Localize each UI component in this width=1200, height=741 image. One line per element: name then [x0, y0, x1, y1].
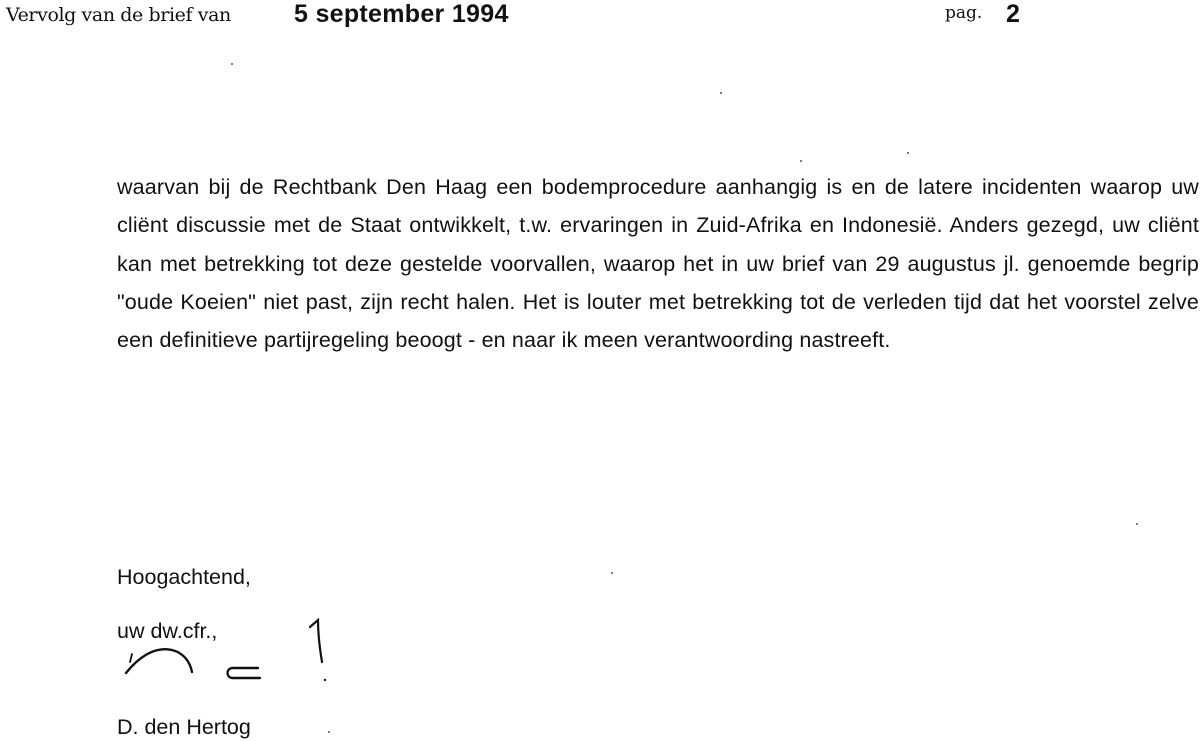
scan-speck: [1136, 523, 1138, 525]
scan-speck: [611, 572, 613, 574]
scan-speck: [720, 92, 722, 94]
closing-formula: uw dw.cfr.,: [117, 619, 218, 643]
page-number: 2: [1006, 0, 1020, 28]
page-label: pag.: [945, 3, 983, 23]
letter-body-paragraph: waarvan bij de Rechtbank Den Haag een bodemprocedure aanhangig is en de latere incidenten waarop uw cliënt discussie met de Staat ontwikkelt, t.w. ervaringen in Zuid-Afrika en Indonesië. Anders gezegd, uw cliënt kan met betrekking tot deze gestelde voorvallen, waarop het in uw brief van 29 augustus jl. genoemde begrip "oude Koeien" niet past, zijn recht halen. Het is louter met betrekking tot de verleden tijd dat het voorstel zelve een definitieve partijregeling beoogt - en naar ik meen verantwoording nastreeft.: [117, 175, 1199, 353]
scan-speck: [328, 731, 330, 733]
letter-date: 5 september 1994: [294, 0, 509, 28]
scan-speck: [800, 160, 802, 162]
closing-salutation: Hoogachtend,: [117, 565, 251, 589]
header-prefix: Vervolg van de brief van: [6, 4, 231, 26]
handwritten-signature: [110, 610, 350, 690]
signer-name: D. den Hertog: [117, 715, 251, 739]
scan-speck: [231, 63, 233, 65]
scan-speck: [907, 152, 909, 154]
